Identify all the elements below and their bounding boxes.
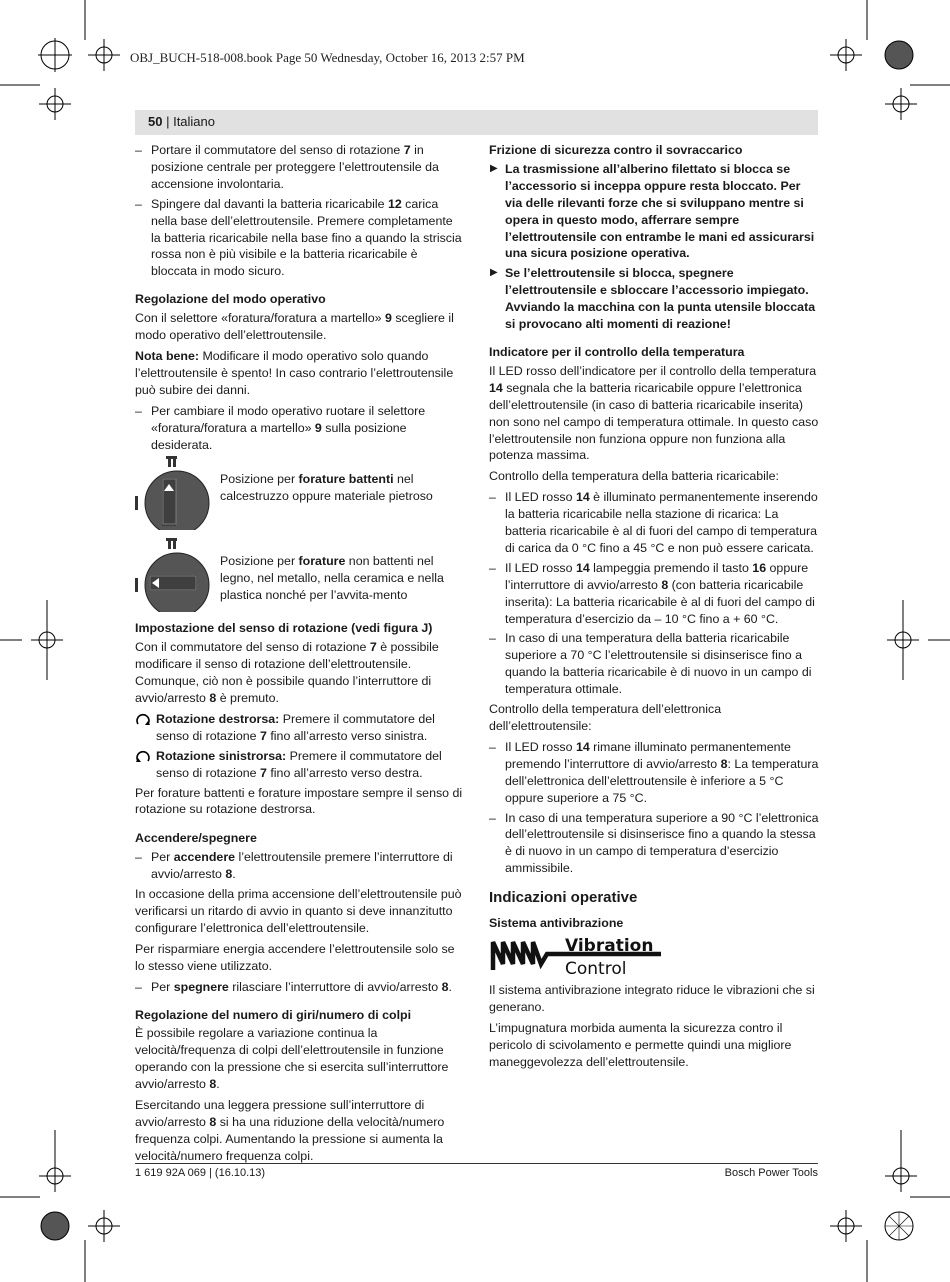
warning-item: ▶ Se l’elettroutensile si blocca, spegnere l’elettroutensile e sbloccare l’accessorio impiegato. Avviando la macchina con la punta utensile bloccata si provocano alti momenti di reazione! [489, 265, 819, 333]
print-slug: OBJ_BUCH-518-008.book Page 50 Wednesday, October 16, 2013 2:57 PM [130, 50, 525, 65]
hammer-drill-text: Posizione per forature battenti nel calcestruzzo oppure materiale pietroso [220, 472, 433, 504]
rotate-clockwise-icon [135, 713, 151, 727]
drill-text: Posizione per forature non battenti nel legno, nel metallo, nella ceramica e nella plastica nonché per l’avvita-mento [220, 554, 444, 603]
list-item: – Il LED rosso 14 lampeggia premendo il tasto 16 oppure l’interruttore di avvio/arresto 8 (con batteria ricaricabile inserita): La batteria ricaricabile è al di fuori del campo di temperatura d’esercizio da – 10 °C fino a + 60 °C. [489, 560, 819, 628]
paragraph: Esercitando una leggera pressione sull’interruttore di avvio/arresto 8 si ha una riduzione della velocità/numero frequenza colpi. Aumentando la pressione si aumenta la velocità/numero frequenza colpi. [135, 1098, 445, 1163]
left-column [135, 142, 465, 1169]
paragraph: Per risparmiare energia accendere l’elettroutensile solo se lo stesso viene utilizzato. [135, 941, 455, 973]
svg-text:Control: Control [565, 959, 627, 979]
footer-rule [135, 1163, 818, 1164]
list-item: – Portare il commutatore del senso di rotazione 7 in posizione centrale per proteggere l’elettroutensile da accensione involontaria. [135, 142, 465, 193]
right-column [489, 142, 819, 1075]
list-item: – Spingere dal davanti la batteria ricaricabile 12 carica nella base dell’elettroutensile. Premere completamente la batteria ricaricabile nella base fino a quando la striscia rossa non è più visibile e la batteria ricaricabile è bloccata in modo sicuro. [135, 196, 465, 281]
list-item: – Per cambiare il modo operativo ruotare il selettore «foratura/foratura a martello» 9 sulla posizione desiderata. [135, 403, 465, 454]
list-item: – In caso di una temperatura della batteria ricaricabile superiore a 70 °C l’elettroutensile si disinserisce fino a quando la batteria ricaricabile è di nuovo in un campo di temperatura ottimale. [489, 630, 819, 698]
list-item: – Il LED rosso 14 è illuminato permanentemente inserendo la batteria ricaricabile nella stazione di ricarica: La batteria ricaricabile è al di fuori del campo di temperatura di carica da 0 °C fino a 45 °C e non può essere caricata. [489, 489, 819, 557]
paragraph: Controllo della temperatura della batteria ricaricabile: [489, 469, 779, 484]
footer-doc-number: 1 619 92A 069 | (16.10.13) [135, 1167, 266, 1179]
rotation-right-item: Rotazione destrorsa: Premere il commutatore del senso di rotazione 7 fino all’arresto verso sinistra. [135, 711, 465, 745]
language-label: Italiano [173, 114, 215, 129]
list-item: – Il LED rosso 14 rimane illuminato permanentemente premendo l’interruttore di avvio/arresto 8: La temperatura dell’elettronica dell’elettroutensile è inferiore a 5 °C oppure superiore a 75 °C. [489, 739, 819, 807]
list-item: – Per accendere l’elettroutensile premere l’interruttore di avvio/arresto 8. [135, 849, 465, 883]
list-item: – Per spegnere rilasciare l’interruttore di avvio/arresto 8. [135, 979, 465, 996]
page-header: 50 | Italiano [135, 110, 818, 135]
svg-text:Vibration: Vibration [565, 936, 654, 957]
chapter-heading: Indicazioni operative [489, 889, 638, 907]
page-number: 50 [148, 114, 163, 129]
rotate-counterclockwise-icon [135, 750, 151, 764]
paragraph: L’impugnatura morbida aumenta la sicurezza contro il pericolo di scivolamento e permette quindi una migliore maneggevolezza dell’elettroutensile. [489, 1020, 792, 1069]
list-item: – In caso di una temperatura superiore a 90 °C l’elettronica dell’elettroutensile si disinserisce fino a quando la stessa è di nuovo in un campo di temperatura d’esercizio ammissibile. [489, 810, 819, 878]
rotation-left-item: Rotazione sinistrorsa: Premere il commutatore del senso di rotazione 7 fino all’arresto verso destra. [135, 748, 465, 782]
section-heading: Regolazione del numero di giri/numero di colpi [135, 1007, 412, 1022]
footer-brand: Bosch Power Tools [724, 1167, 818, 1179]
paragraph: Il sistema antivibrazione integrato riduce le vibrazioni che si generano. [489, 983, 815, 1014]
section-heading: Impostazione del senso di rotazione (vedi figura J) [135, 621, 433, 636]
paragraph: Per forature battenti e forature impostare sempre il senso di rotazione su rotazione destrorsa. [135, 785, 463, 817]
warning-item: ▶ La trasmissione all’alberino filettato si blocca se l’accessorio si inceppa oppure resta bloccato. Per via delle rilevanti forze che si sviluppano mentre si opera in questo modo, afferrare sempre l’elettroutensile con entrambe le mani ed assicurarsi una sicura posizione operativa. [489, 161, 819, 262]
paragraph: È possibile regolare a variazione continua la velocità/frequenza di colpi dell’elettroutensile in funzione operando con la pressione che si esercita sull’interruttore avvio/arresto 8. [135, 1026, 449, 1092]
paragraph: In occasione della prima accensione dell’elettroutensile può verificarsi un ritardo di avvio in quanto si deve innanzitutto configurare l’elettronica dell’elettroutensile. [135, 887, 462, 935]
section-heading: Regolazione del modo operativo [135, 292, 326, 307]
hammer-drill-position [135, 456, 465, 530]
paragraph: Con il commutatore del senso di rotazione 7 è possibile modificare il senso di rotazione dell’elettroutensile. Comunque, ciò non è possibile quando l’interruttore di avvio/arresto 8 è premuto. [135, 640, 439, 706]
section-heading: Accendere/spegnere [135, 831, 257, 846]
section-heading: Indicatore per il controllo della temperatura [489, 344, 745, 359]
paragraph: Il LED rosso dell’indicatore per il controllo della temperatura 14 segnala che la batteria ricaricabile oppure l’elettronica dell’elettroutensile (in caso di batteria ricaricabile inserita) non sono nel campo di temperatura ottimale. In questo caso l’elettroutensile non funziona oppure non funziona alla potenza massima. [489, 363, 819, 463]
selector-knob-drill-icon [135, 538, 215, 612]
selector-knob-hammer-icon [135, 456, 215, 530]
section-heading: Sistema antivibrazione [489, 916, 624, 931]
vibration-control-logo [489, 934, 661, 978]
paragraph: Con il selettore «foratura/foratura a martello» 9 scegliere il modo operativo dell’elettroutensile. [135, 311, 454, 343]
paragraph: Controllo della temperatura dell’elettronica dell’elettroutensile: [489, 702, 722, 733]
note-paragraph: Nota bene: Modificare il modo operativo solo quando l’elettroutensile è spento! In caso contrario l’elettroutensile può subire dei danni. [135, 348, 454, 397]
section-heading: Frizione di sicurezza contro il sovraccarico [489, 143, 743, 157]
drill-position [135, 538, 465, 612]
